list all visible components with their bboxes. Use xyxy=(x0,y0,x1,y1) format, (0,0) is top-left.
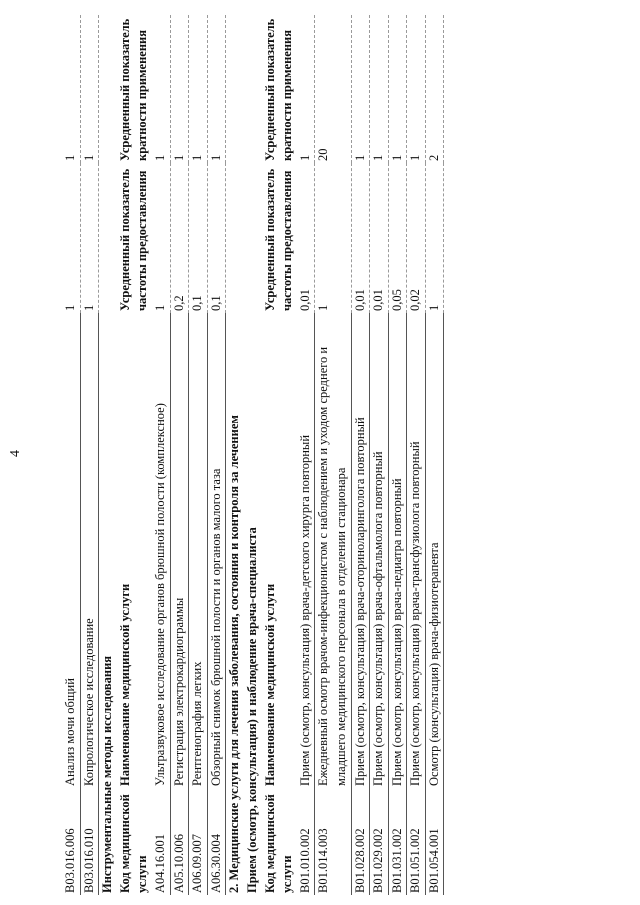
table-row xyxy=(425,15,444,895)
table-row xyxy=(152,15,170,895)
multiplicity-value: 1 xyxy=(62,15,80,163)
multiplicity-value: 1 xyxy=(351,15,370,163)
service-name: Прием (осмотр, консультация) врача-педиатра повторный xyxy=(388,313,407,788)
frequency-value: 0,1 xyxy=(207,163,226,313)
service-code: B01.010.002 xyxy=(297,788,315,895)
multiplicity-value: 1 xyxy=(407,15,426,163)
table-row xyxy=(407,15,426,895)
header-name: Наименование медицинской услуги xyxy=(117,583,132,786)
table-row xyxy=(170,15,189,895)
service-code: A06.09.007 xyxy=(189,788,208,895)
service-name: Ультразвуковое исследование органов брюшной полости (комплексное) xyxy=(152,313,170,788)
header-code: Код медицинской услуги xyxy=(117,794,150,893)
service-name: Прием (осмотр, консультация) врача-офтальмолога повторный xyxy=(370,313,389,788)
frequency-value: 1 xyxy=(62,163,80,313)
frequency-value: 0,01 xyxy=(370,163,389,313)
service-code: B01.031.002 xyxy=(388,788,407,895)
table-header-row xyxy=(117,15,152,895)
service-name: Регистрация электрокардиограммы xyxy=(170,313,189,788)
multiplicity-value: 1 xyxy=(80,15,99,163)
header-name: Наименование медицинской услуги xyxy=(262,583,277,786)
table-row xyxy=(207,15,226,895)
header-code: Код медицинской услуги xyxy=(262,794,295,893)
table-row xyxy=(388,15,407,895)
services-table xyxy=(62,15,444,895)
service-code: B03.016.010 xyxy=(80,788,99,895)
frequency-value: 0,2 xyxy=(170,163,189,313)
multiplicity-value: 1 xyxy=(170,15,189,163)
service-name: Обзорный снимок брюшной полости и органов малого таза xyxy=(207,313,226,788)
frequency-value: 0,02 xyxy=(407,163,426,313)
table-row xyxy=(315,15,351,895)
service-code: B03.016.006 xyxy=(62,788,80,895)
table-row xyxy=(189,15,208,895)
service-name: Осмотр (консультация) врача-физиотерапевта xyxy=(425,313,444,788)
table-header-row xyxy=(262,15,297,895)
service-code: B01.054.001 xyxy=(425,788,444,895)
service-name: Прием (осмотр, консультация) врача-трансфузиолога повторный xyxy=(407,313,426,788)
multiplicity-value: 20 xyxy=(315,15,351,163)
header-multiplicity: Усредненный показатель кратности применения xyxy=(262,18,295,161)
service-name: Анализ мочи общий xyxy=(62,313,80,788)
frequency-value: 1 xyxy=(315,163,351,313)
service-name: Копрологическое исследование xyxy=(80,313,99,788)
multiplicity-value: 1 xyxy=(207,15,226,163)
frequency-value: 1 xyxy=(425,163,444,313)
service-code: B01.029.002 xyxy=(370,788,389,895)
multiplicity-value: 1 xyxy=(189,15,208,163)
frequency-value: 0,05 xyxy=(388,163,407,313)
multiplicity-value: 1 xyxy=(297,15,315,163)
page-number: 4 xyxy=(8,450,23,457)
service-code: A04.16.001 xyxy=(152,788,170,895)
section-subtitle-consultation: Прием (осмотр, консультация) и наблюдение врача-специалиста xyxy=(244,527,259,893)
service-name: Рентгенография легких xyxy=(189,313,208,788)
table-row xyxy=(80,15,99,895)
frequency-value: 0,01 xyxy=(351,163,370,313)
multiplicity-value: 1 xyxy=(152,15,170,163)
service-code: B01.014.003 xyxy=(315,788,351,895)
header-frequency: Усредненный показатель частоты предоставления xyxy=(262,168,295,311)
service-code: A06.30.004 xyxy=(207,788,226,895)
table-row xyxy=(351,15,370,895)
table-row xyxy=(62,15,80,895)
service-code: A05.10.006 xyxy=(170,788,189,895)
frequency-value: 1 xyxy=(152,163,170,313)
service-name: Прием (осмотр, консультация) врача-детского хирурга повторный xyxy=(297,313,315,788)
service-code: B01.051.002 xyxy=(407,788,426,895)
frequency-value: 1 xyxy=(80,163,99,313)
table-row xyxy=(297,15,315,895)
multiplicity-value: 1 xyxy=(370,15,389,163)
service-name: Ежедневный осмотр врачом-инфекционистом с наблюдением и уходом среднего и младшего медицинского персонала в отделении стационара xyxy=(315,313,351,788)
header-multiplicity: Усредненный показатель кратности применения xyxy=(117,18,150,161)
header-frequency: Усредненный показатель частоты предоставления xyxy=(117,168,150,311)
frequency-value: 0,1 xyxy=(189,163,208,313)
frequency-value: 0,01 xyxy=(297,163,315,313)
section-title-instrumental: Инструментальные методы исследования xyxy=(100,655,115,893)
multiplicity-value: 2 xyxy=(425,15,444,163)
table-row xyxy=(370,15,389,895)
service-name: Прием (осмотр, консультация) врача-оториноларинголога повторный xyxy=(351,313,370,788)
multiplicity-value: 1 xyxy=(388,15,407,163)
service-code: B01.028.002 xyxy=(351,788,370,895)
section-title-treatment: 2. Медицинские услуги для лечения заболевания, состояния и контроля за лечением xyxy=(227,415,242,893)
